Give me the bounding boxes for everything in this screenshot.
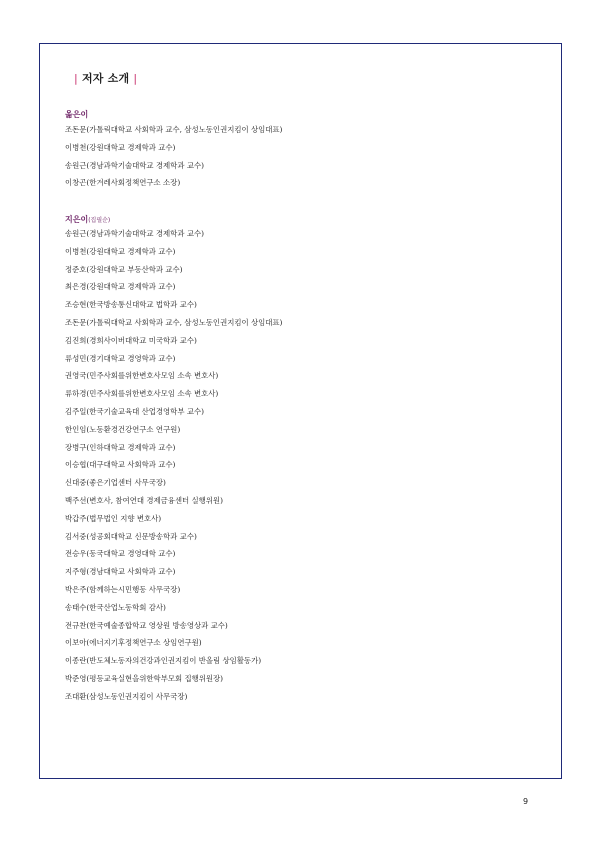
authors-label-text: 지은이 [65,215,89,224]
authors-label-note: (집필순) [88,217,111,224]
title-bar-left: | [74,72,78,85]
person-entry: 최은경(강원대학교 경제학과 교수) [65,282,176,292]
person-entry: 전승우(동국대학교 경영대학 교수) [65,549,176,559]
person-entry: 이종란(반도체노동자의건강과인권지킴이 반올림 상임활동가) [65,656,262,666]
title-bar-right: | [133,72,138,85]
person-entry: 박갑주(법무법인 지향 변호사) [65,513,162,523]
person-entry: 류하경(민주사회를위한변호사모임 소속 변호사) [65,389,219,399]
person-entry: 이창곤(한겨레사회정책연구소 소장) [65,178,181,188]
translators-label [65,109,88,120]
person-entry: 정준호(강원대학교 부동산학과 교수) [65,264,183,274]
person-entry: 지주형(경남대학교 사회학과 교수) [65,567,176,577]
person-entry: 조승현(한국방송통신대학교 법학과 교수) [65,300,197,310]
section-title [74,70,137,86]
person-entry: 백주선(변호사, 참여연대 경제금융센터 실행위원) [65,495,223,505]
translators-list [65,121,282,192]
section-title-text: 저자 소개 [81,72,130,85]
person-entry: 송원근(경남과학기술대학교 경제학과 교수) [65,160,204,170]
authors-list [65,225,282,706]
translators-label-text: 옮은이 [65,110,89,119]
person-entry: 한인임(노동환경건강연구소 연구원) [65,424,181,434]
person-entry: 김서중(성공회대학교 신문방송학과 교수) [65,531,197,541]
person-entry: 이병천(강원대학교 경제학과 교수) [65,142,176,152]
person-entry: 박준영(평등교육실현을위한학부모회 집행위원장) [65,673,224,683]
person-entry: 조돈문(가톨릭대학교 사회학과 교수, 삼성노동인권지킴이 상임대표) [65,125,283,134]
person-entry: 전규찬(한국예술종합학교 영상원 방송영상과 교수) [65,620,228,630]
person-entry: 류성민(경기대학교 경영학과 교수) [65,353,176,363]
authors-label [65,214,110,225]
person-entry: 이병천(강원대학교 경제학과 교수) [65,246,176,256]
person-entry: 장병구(인하대학교 경제학과 교수) [65,442,176,452]
person-entry: 김주일(한국기술교육대 산업경영학부 교수) [65,406,204,416]
person-entry: 신대중(좋은기업센터 사무국장) [65,478,166,488]
person-entry: 송태수(한국산업노동학회 감사) [65,602,166,612]
person-entry: 김진희(경희사이버대학교 미국학과 교수) [65,335,197,345]
page-number: 9 [523,797,529,806]
person-entry: 박은주(함께하는시민행동 사무국장) [65,584,181,594]
person-entry: 조대환(삼성노동인권지킴이 사무국장) [65,691,188,701]
person-entry: 권영국(민주사회를위한변호사모임 소속 변호사) [65,371,219,381]
person-entry: 조돈문(가톨릭대학교 사회학과 교수, 삼성노동인권지킴이 상임대표) [65,317,283,327]
person-entry: 이승협(대구대학교 사회학과 교수) [65,460,176,470]
person-entry: 이보아(에너지기후정책연구소 상임연구원) [65,638,202,648]
person-entry: 송원근(경남과학기술대학교 경제학과 교수) [65,229,204,238]
